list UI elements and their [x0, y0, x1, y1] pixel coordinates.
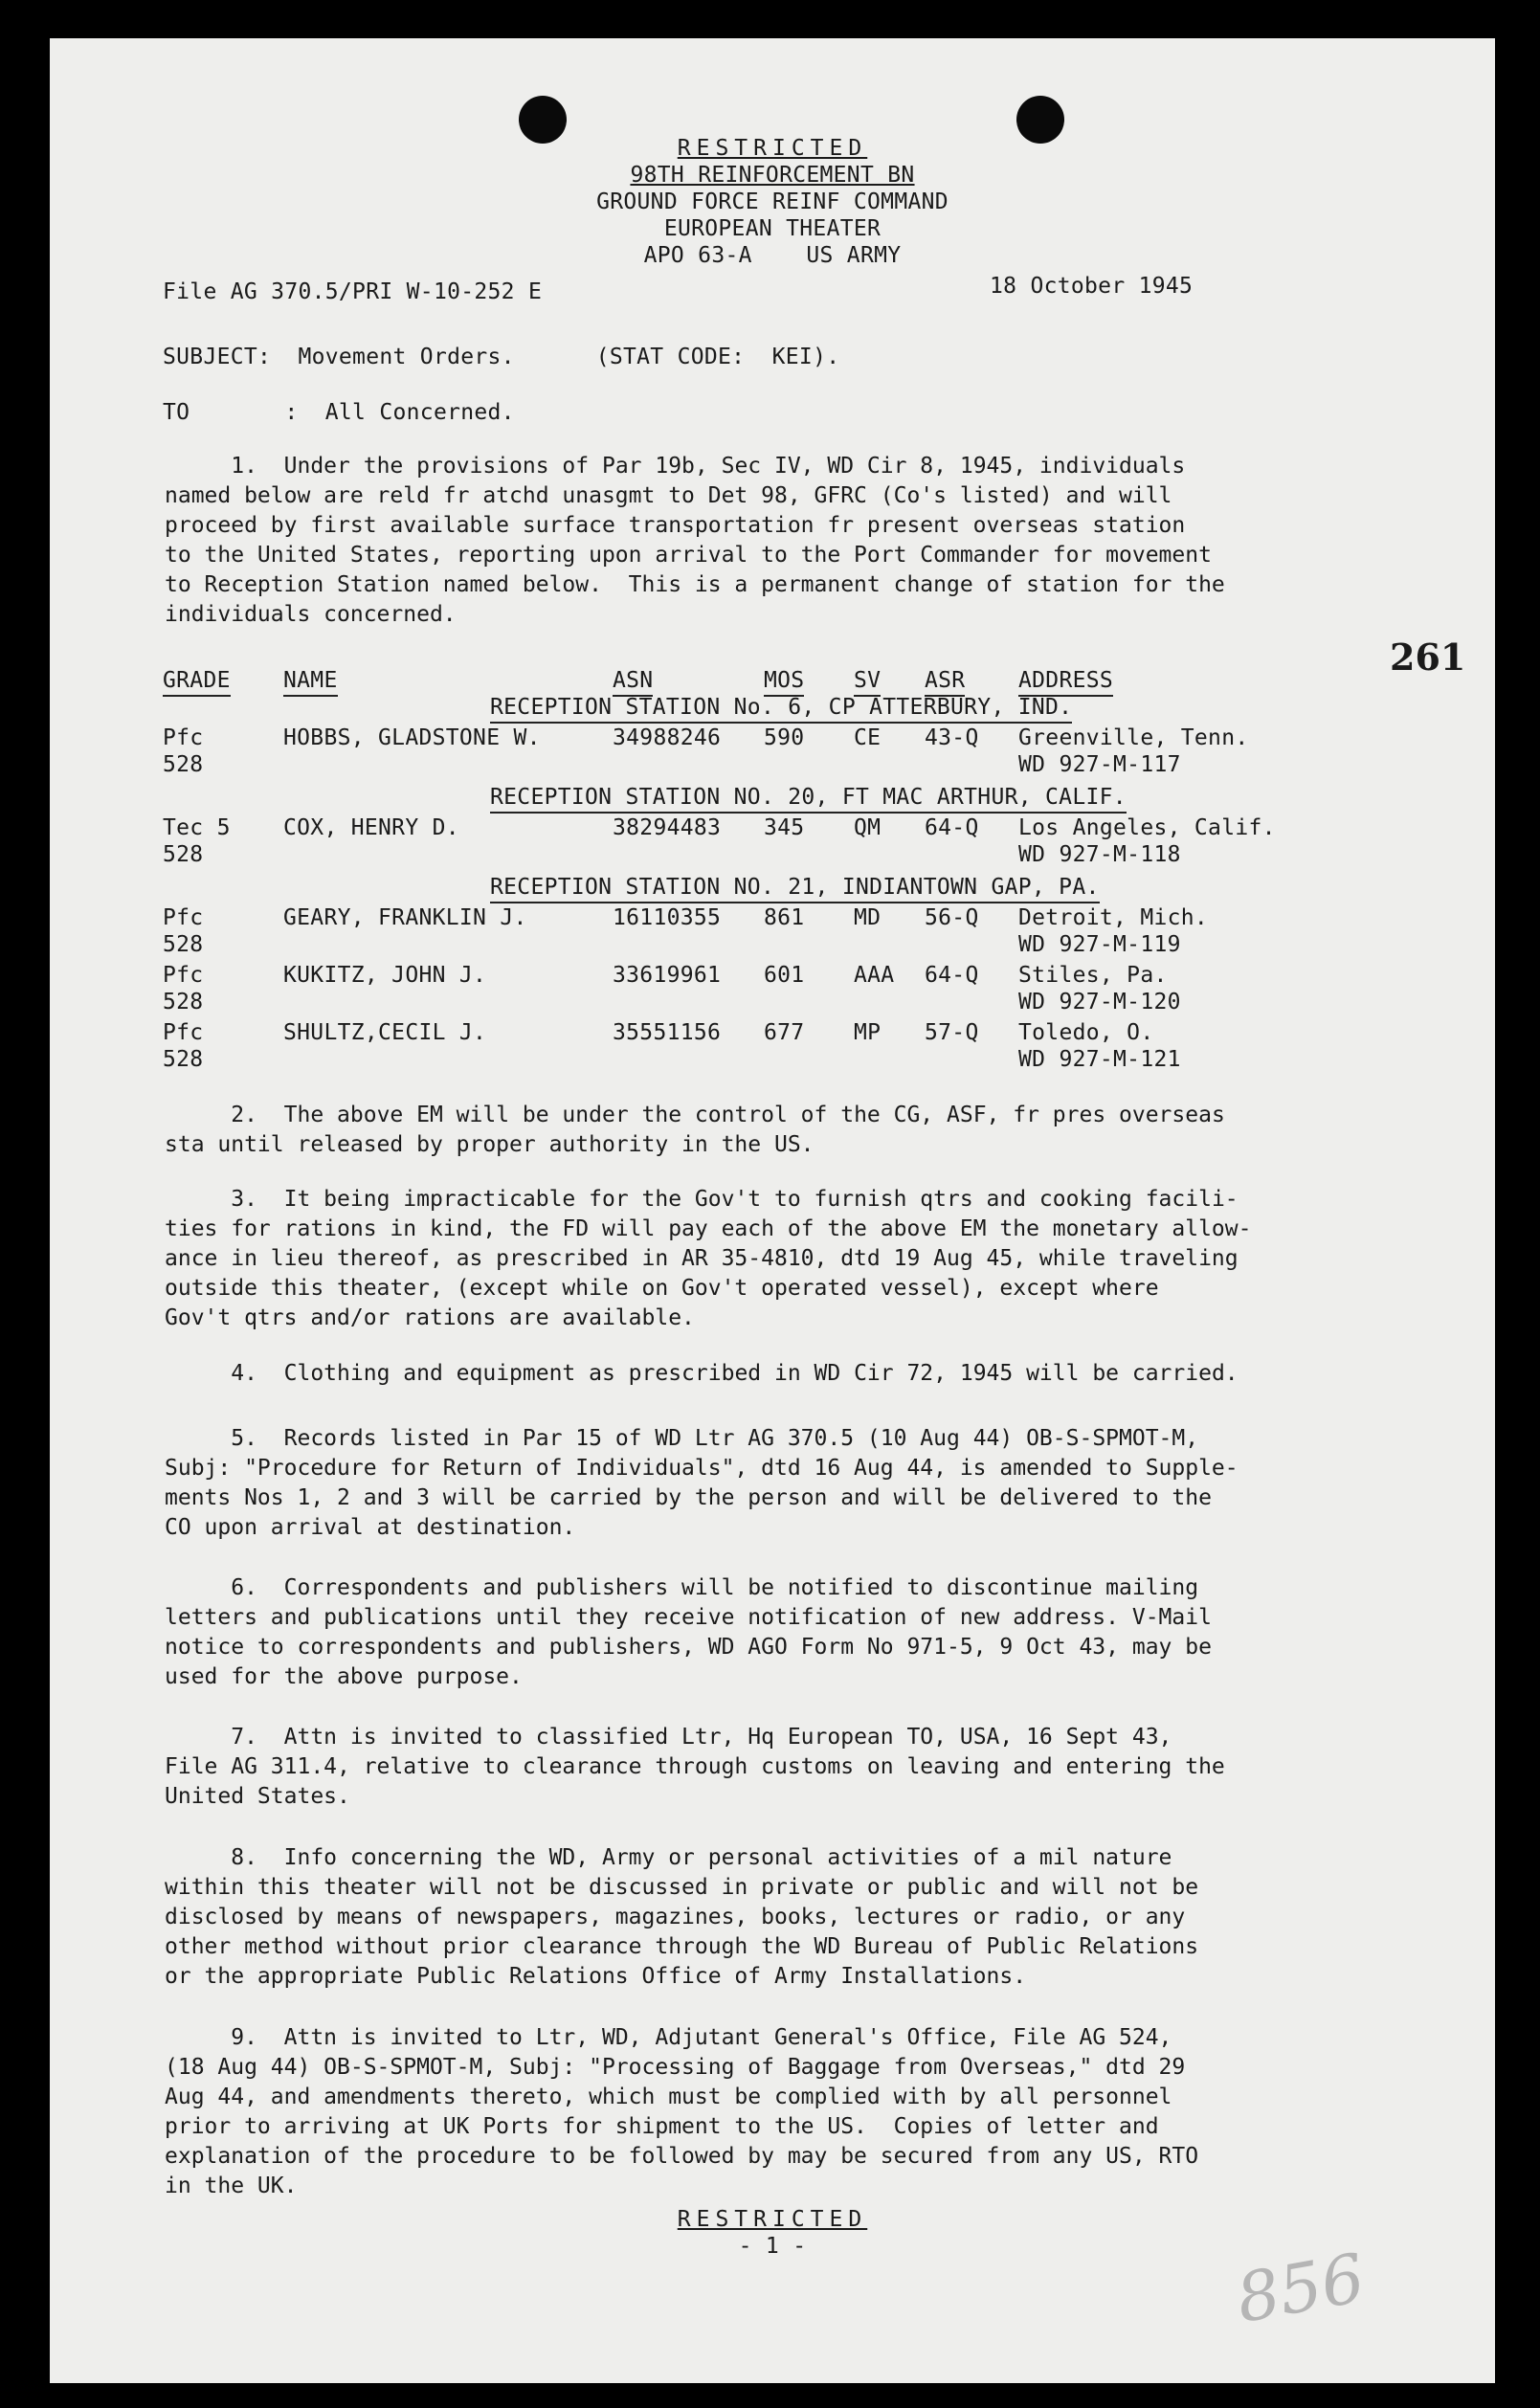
row-sv: QM: [854, 815, 882, 840]
reception-station-heading: RECEPTION STATION NO. 20, FT MAC ARTHUR, CALIF.: [490, 783, 1127, 814]
unit-line3: EUROPEAN THEATER: [663, 216, 882, 241]
row-sv: MP: [854, 1020, 882, 1045]
row-asr: 64-Q: [925, 963, 979, 988]
row-code: 528: [163, 842, 204, 867]
subject-line: SUBJECT: Movement Orders. (STAT CODE: KEI).: [163, 345, 840, 369]
col-name: NAME: [283, 666, 338, 697]
row-asn: 33619961: [613, 963, 722, 988]
paragraph-4: 4. Clothing and equipment as prescribed in WD Cir 72, 1945 will be carried.: [165, 1361, 1239, 1386]
row-name: KUKITZ, JOHN J.: [283, 963, 487, 988]
row-mos: 677: [764, 1020, 805, 1045]
paragraph-2: 2. The above EM will be under the control of the CG, ASF, fr pres overseas sta until released by proper authority in the US.: [165, 1103, 1225, 1157]
paragraph-3: 3. It being impracticable for the Gov't to furnish qtrs and cooking facili- ties for rations in kind, the FD will pay each of the above EM the monetary allow- ance in lieu thereof, as prescribed in AR 35-4810, dtd 19 Aug 45, while traveling outside this theater, (except while on Gov't operated vessel), except where Gov't qtrs and/or rations are available.: [165, 1187, 1252, 1330]
row-code: 528: [163, 1047, 204, 1072]
row-wd: WD 927-M-117: [1018, 752, 1181, 777]
handwritten-number: 856: [1230, 2239, 1371, 2338]
row-name: GEARY, FRANKLIN J.: [283, 905, 527, 930]
row-grade: Pfc: [163, 905, 204, 930]
row-sv: CE: [854, 725, 882, 750]
row-sv: MD: [854, 905, 882, 930]
row-code: 528: [163, 990, 204, 1014]
row-name: COX, HENRY D.: [283, 815, 459, 840]
row-grade: Pfc: [163, 1020, 204, 1045]
paragraph-8: 8. Info concerning the WD, Army or personal activities of a mil nature within this theater will not be discussed in private or public and will not be disclosed by means of newspapers, magazines, books, lectures or radio, or any other method without prior clearance through the WD Bureau of Public Relations or the appropriate Public Relations Office of Army Installations.: [165, 1845, 1199, 1989]
row-mos: 345: [764, 815, 805, 840]
row-wd: WD 927-M-120: [1018, 990, 1181, 1014]
col-mos: MOS: [764, 666, 804, 697]
col-address: ADDRESS: [1018, 666, 1113, 697]
row-asn: 34988246: [613, 725, 722, 750]
row-grade: Pfc: [163, 725, 204, 750]
row-sv: AAA: [854, 963, 895, 988]
to-line: TO : All Concerned.: [163, 400, 515, 425]
reception-station-heading: RECEPTION STATION NO. 21, INDIANTOWN GAP, PA.: [490, 873, 1100, 903]
classification-bottom: RESTRICTED: [677, 2207, 868, 2232]
row-asr: 56-Q: [925, 905, 979, 930]
row-address: Toledo, O.: [1018, 1020, 1154, 1045]
row-asn: 38294483: [613, 815, 722, 840]
col-asn: ASN: [613, 666, 653, 697]
reception-station-heading: RECEPTION STATION No. 6, CP ATTERBURY, IND.: [490, 693, 1072, 724]
row-grade: Pfc: [163, 963, 204, 988]
document-page: [50, 38, 1495, 2383]
row-mos: 601: [764, 963, 805, 988]
row-address: Greenville, Tenn.: [1018, 725, 1249, 750]
row-code: 528: [163, 752, 204, 777]
unit-line2: GROUND FORCE REINF COMMAND: [596, 190, 949, 214]
row-wd: WD 927-M-118: [1018, 842, 1181, 867]
col-asr: ASR: [925, 666, 965, 697]
classification-top: RESTRICTED: [677, 136, 868, 161]
paragraph-7: 7. Attn is invited to classified Ltr, Hq European TO, USA, 16 Sept 43, File AG 311.4, relative to clearance through customs on leaving and entering the United States.: [165, 1725, 1225, 1809]
row-asn: 16110355: [613, 905, 722, 930]
row-mos: 861: [764, 905, 805, 930]
row-address: Stiles, Pa.: [1018, 963, 1168, 988]
paragraph-1: 1. Under the provisions of Par 19b, Sec IV, WD Cir 8, 1945, individuals named below are reld fr atchd unasgmt to Det 98, GFRC (Co's listed) and will proceed by first available surface transportation fr present overseas station to the United States, reporting upon arrival to the Port Commander for movement to Reception Station named below. This is a permanent change of station for the individuals concerned.: [165, 454, 1225, 627]
col-grade: GRADE: [163, 666, 231, 697]
row-asr: 57-Q: [925, 1020, 979, 1045]
row-wd: WD 927-M-121: [1018, 1047, 1181, 1072]
row-mos: 590: [764, 725, 805, 750]
row-asn: 35551156: [613, 1020, 722, 1045]
paragraph-5: 5. Records listed in Par 15 of WD Ltr AG 370.5 (10 Aug 44) OB-S-SPMOT-M, Subj: "Procedure for Return of Individuals", dtd 16 Aug 44, is amended to Supple- ments Nos 1, 2 and 3 will be carried by the person and will be delivered to the CO upon arrival at destination.: [165, 1426, 1239, 1540]
row-name: HOBBS, GLADSTONE W.: [283, 725, 541, 750]
file-reference: File AG 370.5/PRI W-10-252 E: [163, 279, 543, 304]
unit-line1: 98TH REINFORCEMENT BN: [630, 163, 915, 188]
page-side-number: 261: [1390, 635, 1466, 679]
col-sv: SV: [854, 666, 881, 697]
page-number: - 1 -: [738, 2234, 807, 2259]
unit-line4: APO 63-A US ARMY: [643, 243, 902, 268]
row-wd: WD 927-M-119: [1018, 932, 1181, 957]
row-address: Los Angeles, Calif.: [1018, 815, 1276, 840]
row-asr: 64-Q: [925, 815, 979, 840]
paragraph-6: 6. Correspondents and publishers will be notified to discontinue mailing letters and publications until they receive notification of new address. V-Mail notice to correspondents and publishers, WD AGO Form No 971-5, 9 Oct 43, may be used for the above purpose.: [165, 1575, 1212, 1689]
row-asr: 43-Q: [925, 725, 979, 750]
row-code: 528: [163, 932, 204, 957]
document-date: 18 October 1945: [990, 274, 1194, 299]
paragraph-9: 9. Attn is invited to Ltr, WD, Adjutant General's Office, File AG 524, (18 Aug 44) OB-S-SPMOT-M, Subj: "Processing of Baggage from Overseas," dtd 29 Aug 44, and amendments thereto, which must be complied with by all personnel prior to arriving at UK Ports for shipment to the US. Copies of letter and explanation of the procedure to be followed by may be secured from any US, RTO in the UK.: [165, 2025, 1199, 2198]
row-grade: Tec 5: [163, 815, 231, 840]
row-name: SHULTZ,CECIL J.: [283, 1020, 487, 1045]
row-address: Detroit, Mich.: [1018, 905, 1209, 930]
